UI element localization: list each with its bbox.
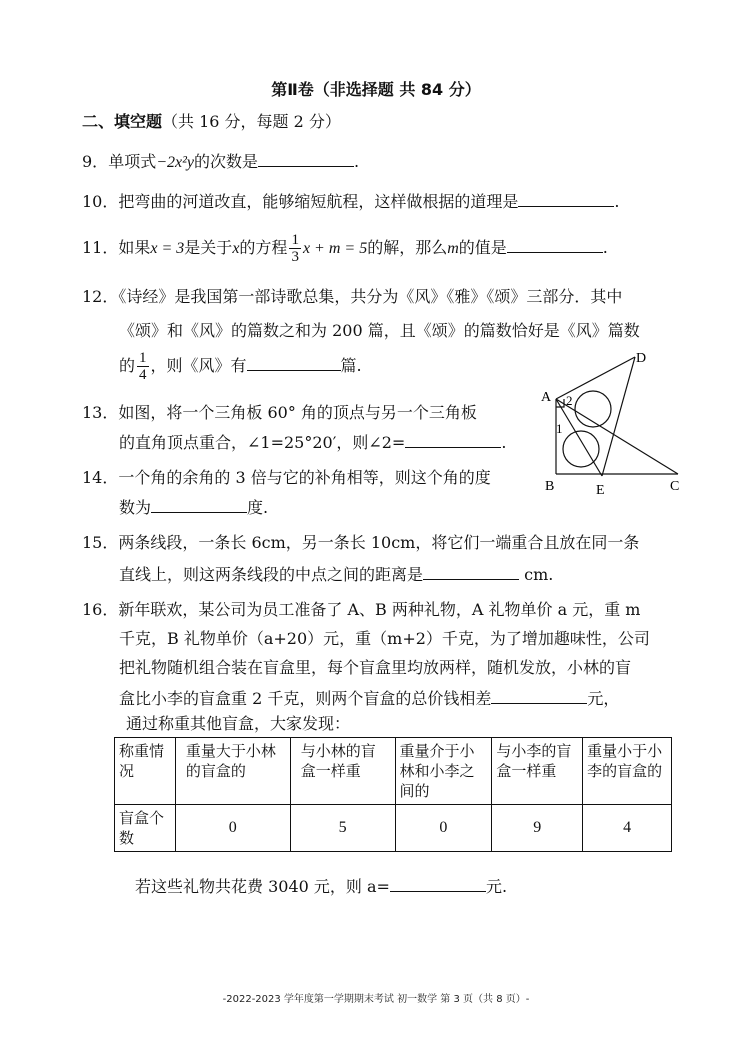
math-variable: m: [447, 240, 459, 257]
question-number: 10．: [82, 192, 119, 211]
table-cell: 5: [290, 805, 395, 852]
table-header-cell: 重量大于小林的盲盒的: [175, 738, 290, 805]
question-text: 元.: [485, 877, 508, 896]
table-header-cell: 重量小于小李的盲盒的: [583, 738, 672, 805]
question-text: cm.: [519, 565, 554, 584]
question-16-line-5: 通过称重其他盲盒，大家发现：: [126, 714, 351, 733]
math-expression: x = 3: [150, 240, 185, 257]
fraction: [137, 350, 149, 383]
table-header-cell: 与小林的盲盒一样重: [290, 738, 395, 805]
question-16-line-1: [82, 600, 640, 620]
answer-blank[interactable]: [405, 431, 501, 448]
table-cell: 4: [583, 805, 672, 852]
question-text: 如果: [118, 238, 151, 257]
question-text: 一个角的余角的 3 倍与它的补角相等，则这个角的度: [118, 468, 491, 487]
question-number: 11．: [82, 238, 119, 257]
question-text: 数为: [119, 498, 152, 517]
question-text: ，则《风》有: [150, 356, 247, 375]
question-12-line-2: 《颂》和《风》的篇数之和为 200 篇，且《颂》的篇数恰好是《风》篇数: [119, 321, 640, 340]
question-text: 新年联欢，某公司为员工准备了 A、B 两种礼物，A 礼物单价 a 元，重 m: [118, 600, 641, 619]
question-text: 是关于: [184, 238, 233, 257]
question-text: 的: [119, 356, 136, 375]
question-text: 盒比小李的盲盒重 2 千克，则两个盲盒的总价钱相差: [119, 689, 492, 708]
question-16-line-6: [135, 875, 507, 897]
answer-blank[interactable]: [507, 236, 603, 253]
question-14-line-2: [119, 496, 268, 518]
question-12-line-3: [119, 346, 362, 386]
answer-blank[interactable]: [390, 875, 486, 892]
question-number: 15．: [82, 533, 119, 552]
question-14-line-1: [82, 468, 491, 488]
question-text: 直线上，则这两条线段的中点之间的距离是: [119, 565, 424, 584]
section-label: 二、填空题: [82, 112, 163, 131]
question-16-line-4: [119, 687, 619, 709]
angle-label-2: 2: [566, 393, 573, 408]
question-text: 的次数是: [194, 152, 259, 171]
question-16-line-2: 千克，B 礼物单价（a+20）元，重（m+2）千克，为了增加趣味性，公司: [119, 629, 650, 648]
question-15-line-1: [82, 533, 639, 553]
answer-blank[interactable]: [151, 496, 247, 513]
section-heading: [82, 112, 341, 132]
table-header-cell: 重量介于小林和小李之间的: [395, 738, 492, 805]
point-label-A: A: [541, 390, 552, 405]
question-text: 《诗经》是我国第一部诗歌总集，共分为《风》《雅》《颂》三部分．其中: [118, 287, 623, 306]
page-footer: -2022-2023 学年度第一学期期末考试 初一数学 第 3 页（共 8 页）-: [222, 994, 530, 1005]
table-row-label: 盲盒个数: [115, 805, 176, 852]
question-text: .: [602, 238, 608, 257]
question-text: 的解，那么: [367, 238, 448, 257]
fraction-denominator: 3: [291, 249, 299, 265]
section-note: （共 16 分，每题 2 分）: [162, 112, 341, 131]
math-expression: x + m = 5: [302, 240, 368, 257]
question-text: 两条线段，一条长 6cm，另一条长 10cm，将它们一端重合且放在同一条: [118, 533, 640, 552]
weighing-table: [114, 737, 672, 852]
point-label-D: D: [636, 351, 647, 366]
point-label-B: B: [545, 479, 555, 494]
question-text: 元，: [587, 689, 620, 708]
fraction-numerator: 1: [139, 350, 147, 366]
table-header-cell: 与小李的盲盒一样重: [492, 738, 583, 805]
question-12-line-1: [82, 287, 622, 307]
question-text: 单项式: [108, 152, 157, 171]
question-number: 13．: [82, 403, 119, 422]
answer-blank[interactable]: [247, 354, 341, 371]
question-number: 12．: [82, 287, 119, 306]
question-text: 若这些礼物共花费 3040 元，则 a=: [135, 877, 390, 896]
question-text: .: [354, 152, 360, 171]
question-number: 9．: [82, 152, 109, 171]
question-9: [82, 150, 359, 173]
question-text: 如图，将一个三角板 60° 角的顶点与另一个三角板: [118, 403, 477, 422]
question-text: .: [614, 192, 620, 211]
point-label-C: C: [670, 479, 680, 494]
fraction: [289, 232, 301, 265]
point-label-E: E: [596, 483, 605, 497]
table-header-cell: 称重情况: [115, 738, 176, 805]
angle-label-1: 1: [556, 421, 563, 436]
table-cell: 0: [395, 805, 492, 852]
question-text: 的值是: [458, 238, 507, 257]
question-15-line-2: [119, 563, 553, 585]
table-header-row: [115, 738, 672, 805]
question-13-line-2: [119, 431, 506, 453]
answer-blank[interactable]: [491, 687, 587, 704]
question-text: 度.: [247, 498, 269, 517]
math-expression: −2x²y: [156, 154, 194, 171]
question-13-line-1: [82, 403, 477, 423]
question-text: .: [501, 433, 507, 452]
question-text: 篇.: [340, 356, 362, 375]
question-16-line-3: 把礼物随机组合装在盲盒里，每个盲盒里均放两样，随机发放，小林的盲: [119, 658, 632, 677]
triangle-hole-lower: [563, 431, 599, 467]
fraction-denominator: 4: [139, 367, 147, 383]
answer-blank[interactable]: [518, 190, 614, 207]
math-variable: x: [232, 240, 240, 257]
question-number: 14．: [82, 468, 119, 487]
table-cell: 0: [175, 805, 290, 852]
question-number: 16．: [82, 600, 119, 619]
question-text: 的方程: [239, 238, 288, 257]
triangle-figure: [536, 347, 686, 497]
answer-blank[interactable]: [423, 563, 519, 580]
question-11: [82, 228, 608, 268]
question-text: 把弯曲的河道改直，能够缩短航程，这样做根据的道理是: [118, 192, 519, 211]
segment-DE: [602, 357, 635, 476]
segment-AC: [556, 399, 678, 474]
answer-blank[interactable]: [258, 150, 354, 167]
table-cell: 9: [492, 805, 583, 852]
table-row: [115, 805, 672, 852]
question-10: [82, 190, 619, 212]
question-text: 的直角顶点重合，∠1=25°20′，则∠2=: [119, 433, 406, 452]
page-title: 第Ⅱ卷（非选择题 共 84 分）: [271, 80, 481, 99]
fraction-numerator: 1: [291, 232, 299, 248]
